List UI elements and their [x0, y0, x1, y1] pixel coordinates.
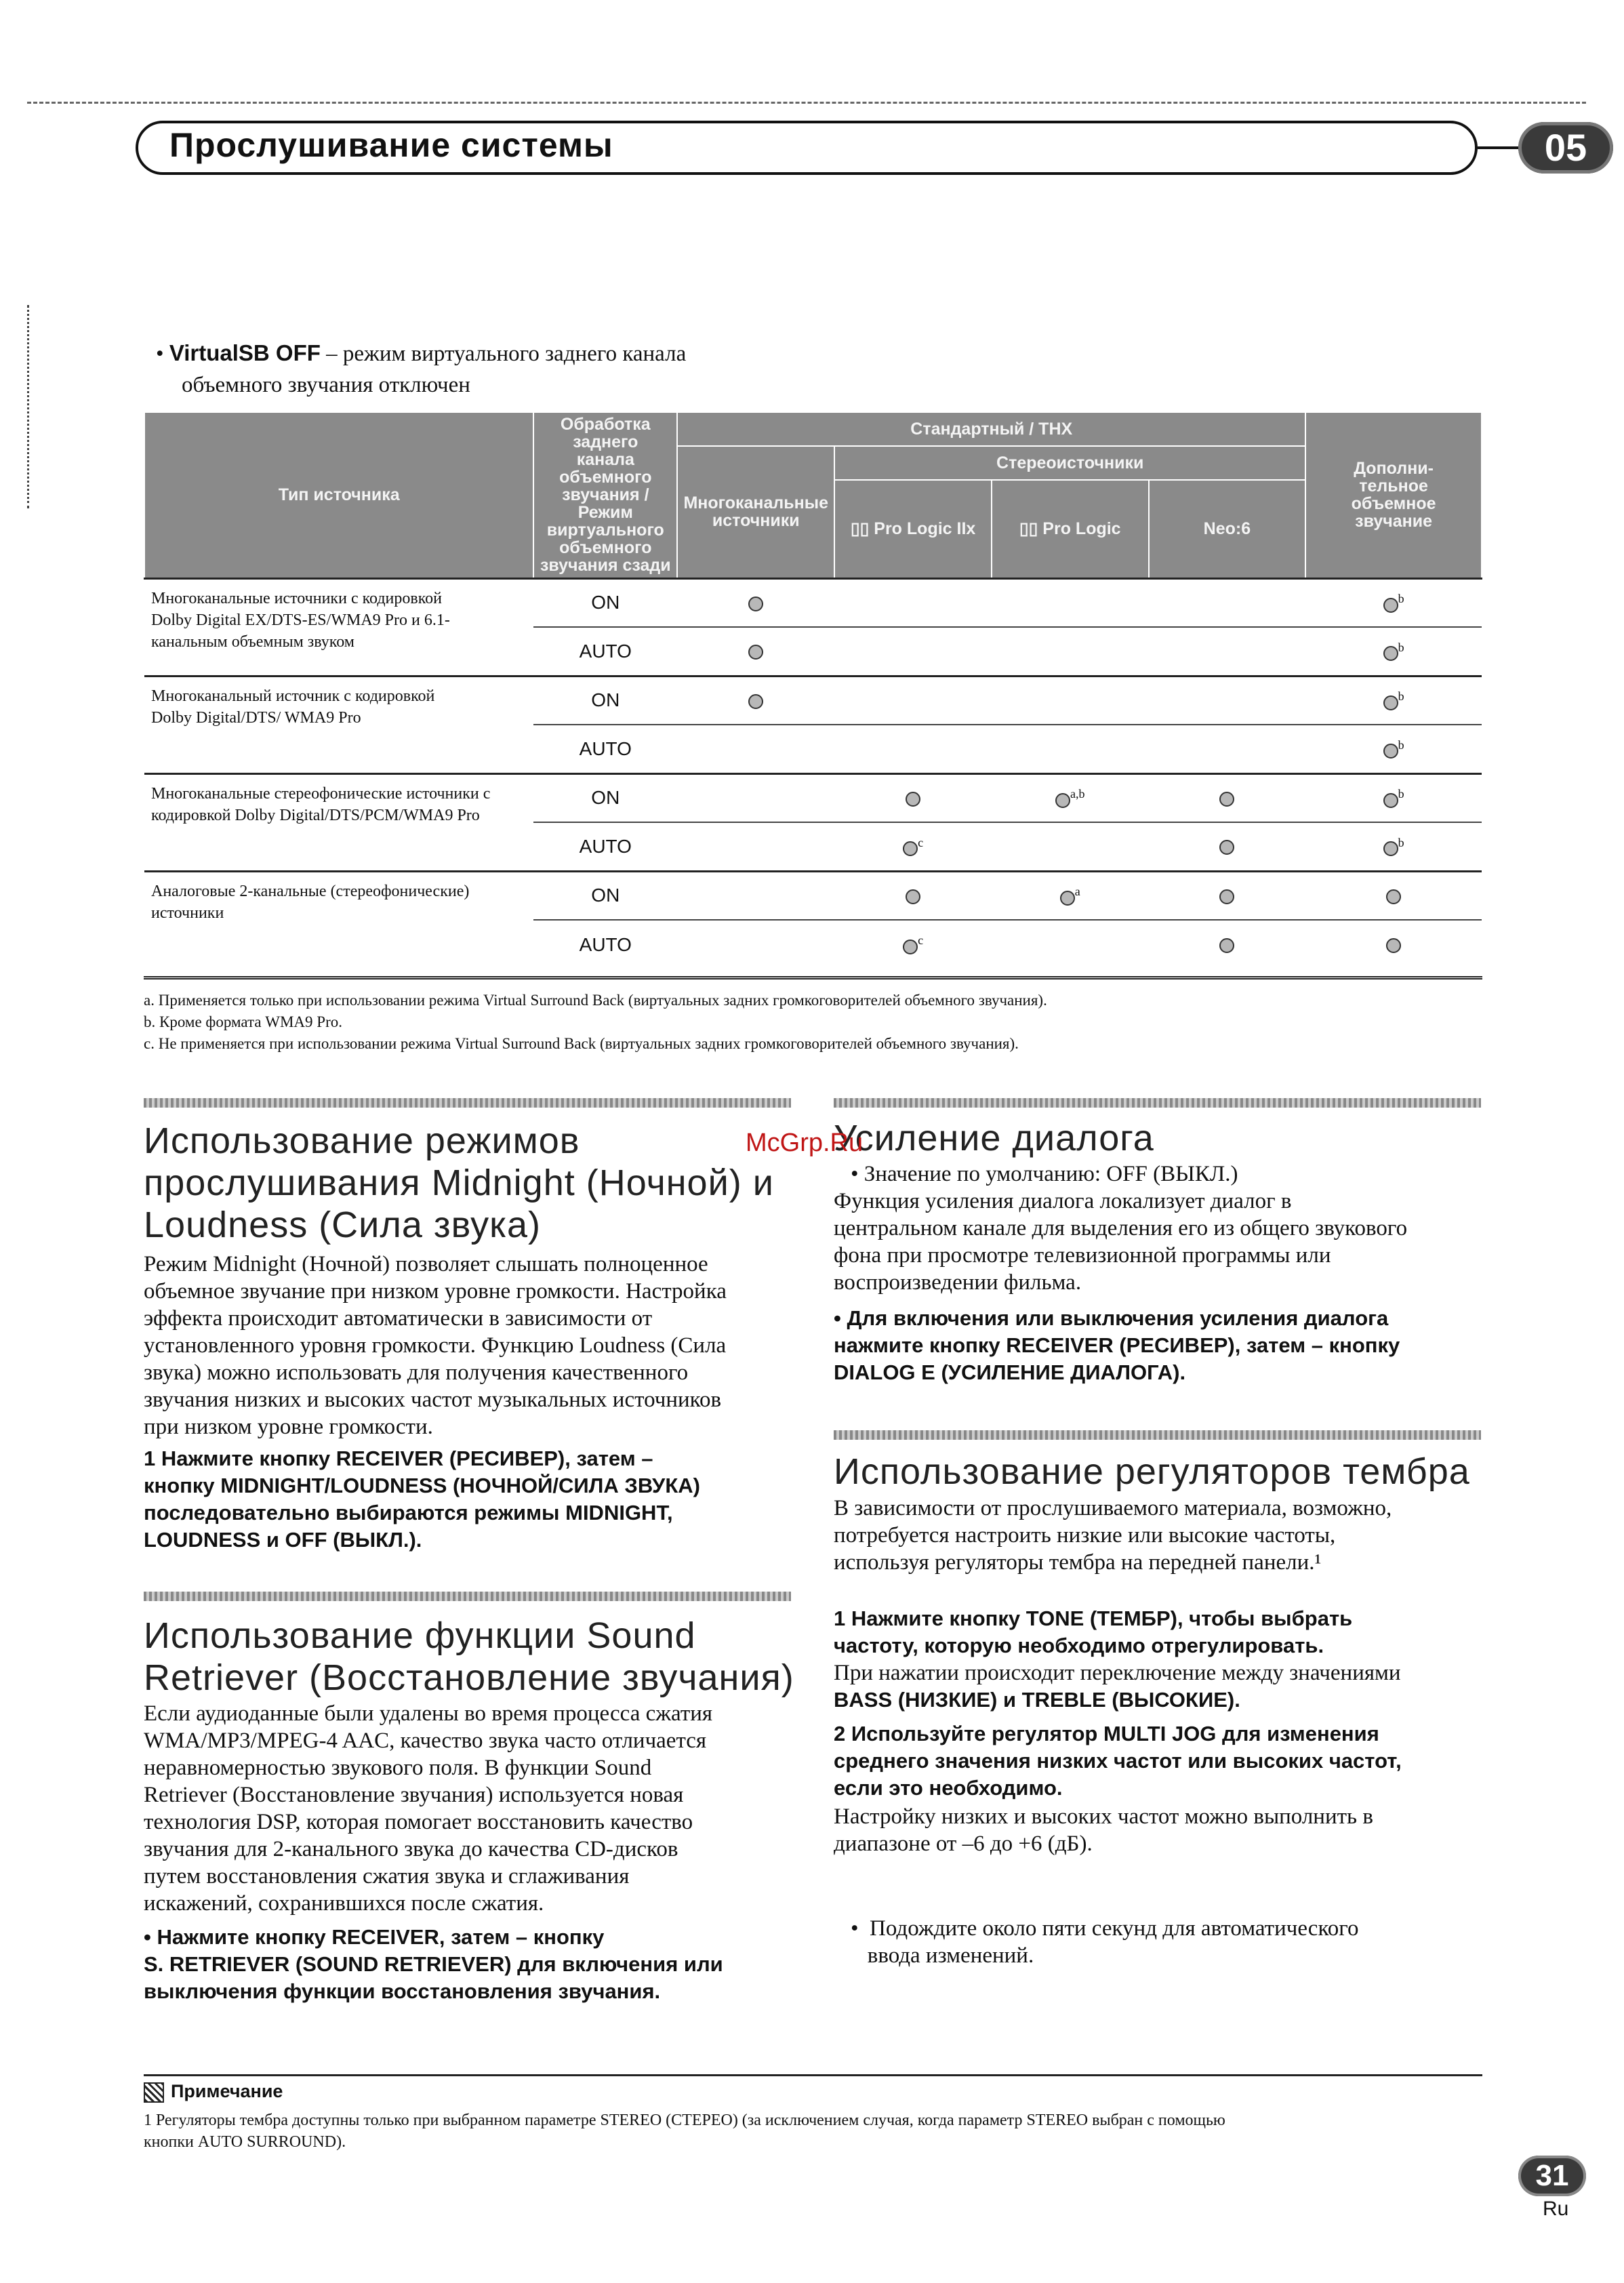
th-multichannel: Многоканальные источники — [677, 446, 834, 578]
midnight-heading: Использование режимов прослушивания Midnight (Ночной) и Loudness (Сила звука) — [144, 1120, 774, 1245]
th-neo6: Neo:6 — [1149, 480, 1306, 578]
dialog-default: • Значение по умолчанию: OFF (ВЫКЛ.) — [851, 1162, 1238, 1186]
page-number: 31 — [1518, 2156, 1586, 2196]
footnote-a: a. Применяется только при использовании режима Virtual Surround Back (виртуальных задних громкоговорителей объемного звучания). — [144, 992, 1047, 1009]
check-dot-icon — [1386, 938, 1401, 953]
intro-bullet: • VirtualSB OFF – режим виртуального заднего канала объемного звучания отключен — [156, 338, 901, 401]
tone-body: В зависимости от прослушиваемого материала, возможно, потребуется настроить низкие или высокие частоты, используя регуляторы тембра на передней панели.¹ — [834, 1496, 1392, 1575]
th-extra: Дополни- тельное объемное звучание — [1305, 412, 1482, 578]
check-dot-icon — [1219, 792, 1234, 807]
source-cell: Многоканальный источник с кодировкой Dolby Digital/DTS/ WMA9 Pro — [144, 676, 533, 773]
mode-cell: AUTO — [533, 627, 677, 676]
intro-term: VirtualSB OFF — [169, 340, 321, 365]
table-bottom-rule — [144, 976, 1482, 979]
mode-cell: ON — [533, 871, 677, 920]
dialog-body: Функция усиления диалога локализует диалог в центральном канале для выделения его из общего звукового фона при просмотре телевизионной программы или воспроизведении фильма. — [834, 1189, 1408, 1295]
source-cell: Многоканальные источники с кодировкой Dolby Digital EX/DTS-ES/WMA9 Pro и 6.1- канальным объемным звуком — [144, 578, 533, 676]
section-rule — [144, 1098, 791, 1108]
check-dot-icon — [1383, 744, 1398, 759]
check-dot-icon — [1060, 891, 1075, 906]
table-row: AUTO $^b$ — [144, 627, 1482, 676]
check-dot-icon — [748, 694, 763, 709]
chapter-badge: 05 — [1518, 122, 1613, 174]
check-dot-icon — [1219, 840, 1234, 855]
midnight-body: Режим Midnight (Ночной) позволяет слышать полноценное объемное звучание при низком уровне громкости. Настройка эффекта происходит автоматически в зависимости от установленного уровня громкости. Функцию Loudness (Сила звука) можно использовать для получения качественного звучания низких и высоких частот музыкальных источников при низком уровне громкости. — [144, 1252, 727, 1439]
table-row: Аналоговые 2-канальные (стереофонические) источники ON $^a$ — [144, 871, 1482, 920]
check-dot-icon — [748, 597, 763, 611]
dolby-icon: ▯▯ — [850, 519, 874, 539]
check-dot-icon — [1219, 938, 1234, 953]
mode-cell: ON — [533, 578, 677, 627]
table-row: Многоканальные стереофонические источники с кодировкой Dolby Digital/DTS/PCM/WMA9 Pro ON $^{a,b}$ $^b$ — [144, 773, 1482, 822]
tone-step1: 1 Нажмите кнопку TONE (ТЕМБР), чтобы выбрать частоту, которую необходимо отрегулировать. — [834, 1607, 1353, 1657]
th-source-type: Тип источника — [144, 412, 533, 578]
section-rule — [834, 1430, 1481, 1440]
retriever-heading: Использование функции Sound Retriever (Восстановление звучания) — [144, 1615, 794, 1698]
watermark: McGrp.Ru — [746, 1129, 864, 1157]
table-row: AUTO $^c$ — [144, 920, 1482, 969]
check-dot-icon — [1383, 598, 1398, 613]
intro-line2: объемного звучания отключен — [182, 373, 470, 397]
source-cell: Аналоговые 2-канальные (стереофонические) источники — [144, 871, 533, 969]
source-cell: Многоканальные стереофонические источники с кодировкой Dolby Digital/DTS/PCM/WMA9 Pro — [144, 773, 533, 871]
dolby-icon: ▯▯ — [1019, 519, 1043, 539]
dialog-step: • Для включения или выключения усиления диалога нажмите кнопку RECEIVER (РЕСИВЕР), затем – кнопку DIALOG E (УСИЛЕНИЕ ДИАЛОГА). — [834, 1306, 1400, 1384]
modes-table — [144, 411, 1482, 969]
mode-cell: ON — [533, 773, 677, 822]
th-back-channel: Обработка заднего канала объемного звучания / Режим виртуального объемного звучания сзади — [533, 412, 677, 578]
note-icon — [144, 2082, 164, 2103]
note-rule — [144, 2074, 1482, 2076]
tone-bullet: • Подождите около пяти секунд для автоматического ввода изменений. — [851, 1916, 1359, 1968]
th-stereo-sources: Стереоисточники — [834, 446, 1305, 480]
tone-step1-text: При нажатии происходит переключение между значениями BASS (НИЗКИЕ) и TREBLE (ВЫСОКИЕ). — [834, 1661, 1401, 1712]
table-row: AUTO $^c$ $^b$ — [144, 822, 1482, 871]
note-text: 1 Регуляторы тембра доступны только при выбранном параметре STEREO (СТЕРЕО) (за исключением случая, когда параметр STEREO выбран с помощью кнопки AUTO SURROUND). — [144, 2112, 1225, 2151]
section-rule — [834, 1098, 1481, 1108]
margin-ticks — [27, 305, 31, 508]
check-dot-icon — [1383, 646, 1398, 661]
mode-cell: ON — [533, 676, 677, 725]
footnote-c: c. Не применяется при использовании режима Virtual Surround Back (виртуальных задних громкоговорителей объемного звучания). — [144, 1035, 1019, 1052]
note-heading: Примечание — [144, 2081, 283, 2103]
mode-cell: AUTO — [533, 725, 677, 773]
check-dot-icon — [1219, 889, 1234, 904]
check-dot-icon — [1055, 793, 1070, 808]
check-dot-icon — [906, 889, 920, 904]
tone-heading: Использование регуляторов тембра — [834, 1451, 1470, 1492]
check-dot-icon — [903, 940, 918, 954]
check-dot-icon — [1383, 793, 1398, 808]
th-pl2x: ▯▯ Pro Logic IIx — [834, 480, 992, 578]
check-dot-icon — [906, 792, 920, 807]
page-title: Прослушивание системы — [169, 126, 613, 164]
midnight-step: 1 Нажмите кнопку RECEIVER (РЕСИВЕР), затем – кнопку MIDNIGHT/LOUDNESS (НОЧНОЙ/СИЛА ЗВУКА) последовательно выбираются режимы MIDNIGHT, LOUDNESS и OFF (ВЫКЛ.). — [144, 1447, 700, 1552]
section-rule — [144, 1592, 791, 1601]
mode-cell: AUTO — [533, 822, 677, 871]
footnote-b: b. Кроме формата WMA9 Pro. — [144, 1013, 342, 1030]
table-row: Многоканальный источник с кодировкой Dolby Digital/DTS/ WMA9 Pro ON $^b$ — [144, 676, 1482, 725]
th-pl: ▯▯ Pro Logic — [992, 480, 1149, 578]
page-language: Ru — [1543, 2198, 1569, 2220]
top-scan-line — [27, 102, 1586, 104]
tone-step2-text: Настройку низких и высоких частот можно выполнить в диапазоне от –6 до +6 (дБ). — [834, 1804, 1373, 1856]
check-dot-icon — [1383, 841, 1398, 856]
retriever-body: Если аудиоданные были удалены во время процесса сжатия WMA/MP3/MPEG-4 AAC, качество звука часто отличается неравномерностью звукового поля. В функции Sound Retriever (Восстановление звучания) используется новая технология DSP, которая помогает восстановить качество звучания для 2-канального звука до качества CD-дисков путем восстановления сжатия звука и сглаживания искажений, сохранившихся после сжатия. — [144, 1701, 713, 1916]
dialog-heading: Усиление диалога — [834, 1118, 1154, 1158]
check-dot-icon — [1383, 695, 1398, 710]
retriever-step: • Нажмите кнопку RECEIVER, затем – кнопку S. RETRIEVER (SOUND RETRIEVER) для включения или выключения функции восстановления звучания. — [144, 1925, 723, 2003]
tone-step2: 2 Используйте регулятор MULTI JOG для изменения среднего значения низких частот или высоких частот, если это необходимо. — [834, 1722, 1402, 1800]
mode-cell: AUTO — [533, 920, 677, 969]
table-row: Многоканальные источники с кодировкой Dolby Digital EX/DTS-ES/WMA9 Pro и 6.1- канальным объемным звуком ON $^b$ — [144, 578, 1482, 627]
check-dot-icon — [903, 841, 918, 856]
header-connector — [1478, 146, 1520, 149]
table-footnotes — [144, 990, 1482, 1055]
intro-line1: – режим виртуального заднего канала — [320, 342, 687, 366]
table-row: AUTO $^b$ — [144, 725, 1482, 773]
th-standard-thx: Стандартный / THX — [677, 412, 1305, 446]
check-dot-icon — [1386, 889, 1401, 904]
check-dot-icon — [748, 645, 763, 660]
